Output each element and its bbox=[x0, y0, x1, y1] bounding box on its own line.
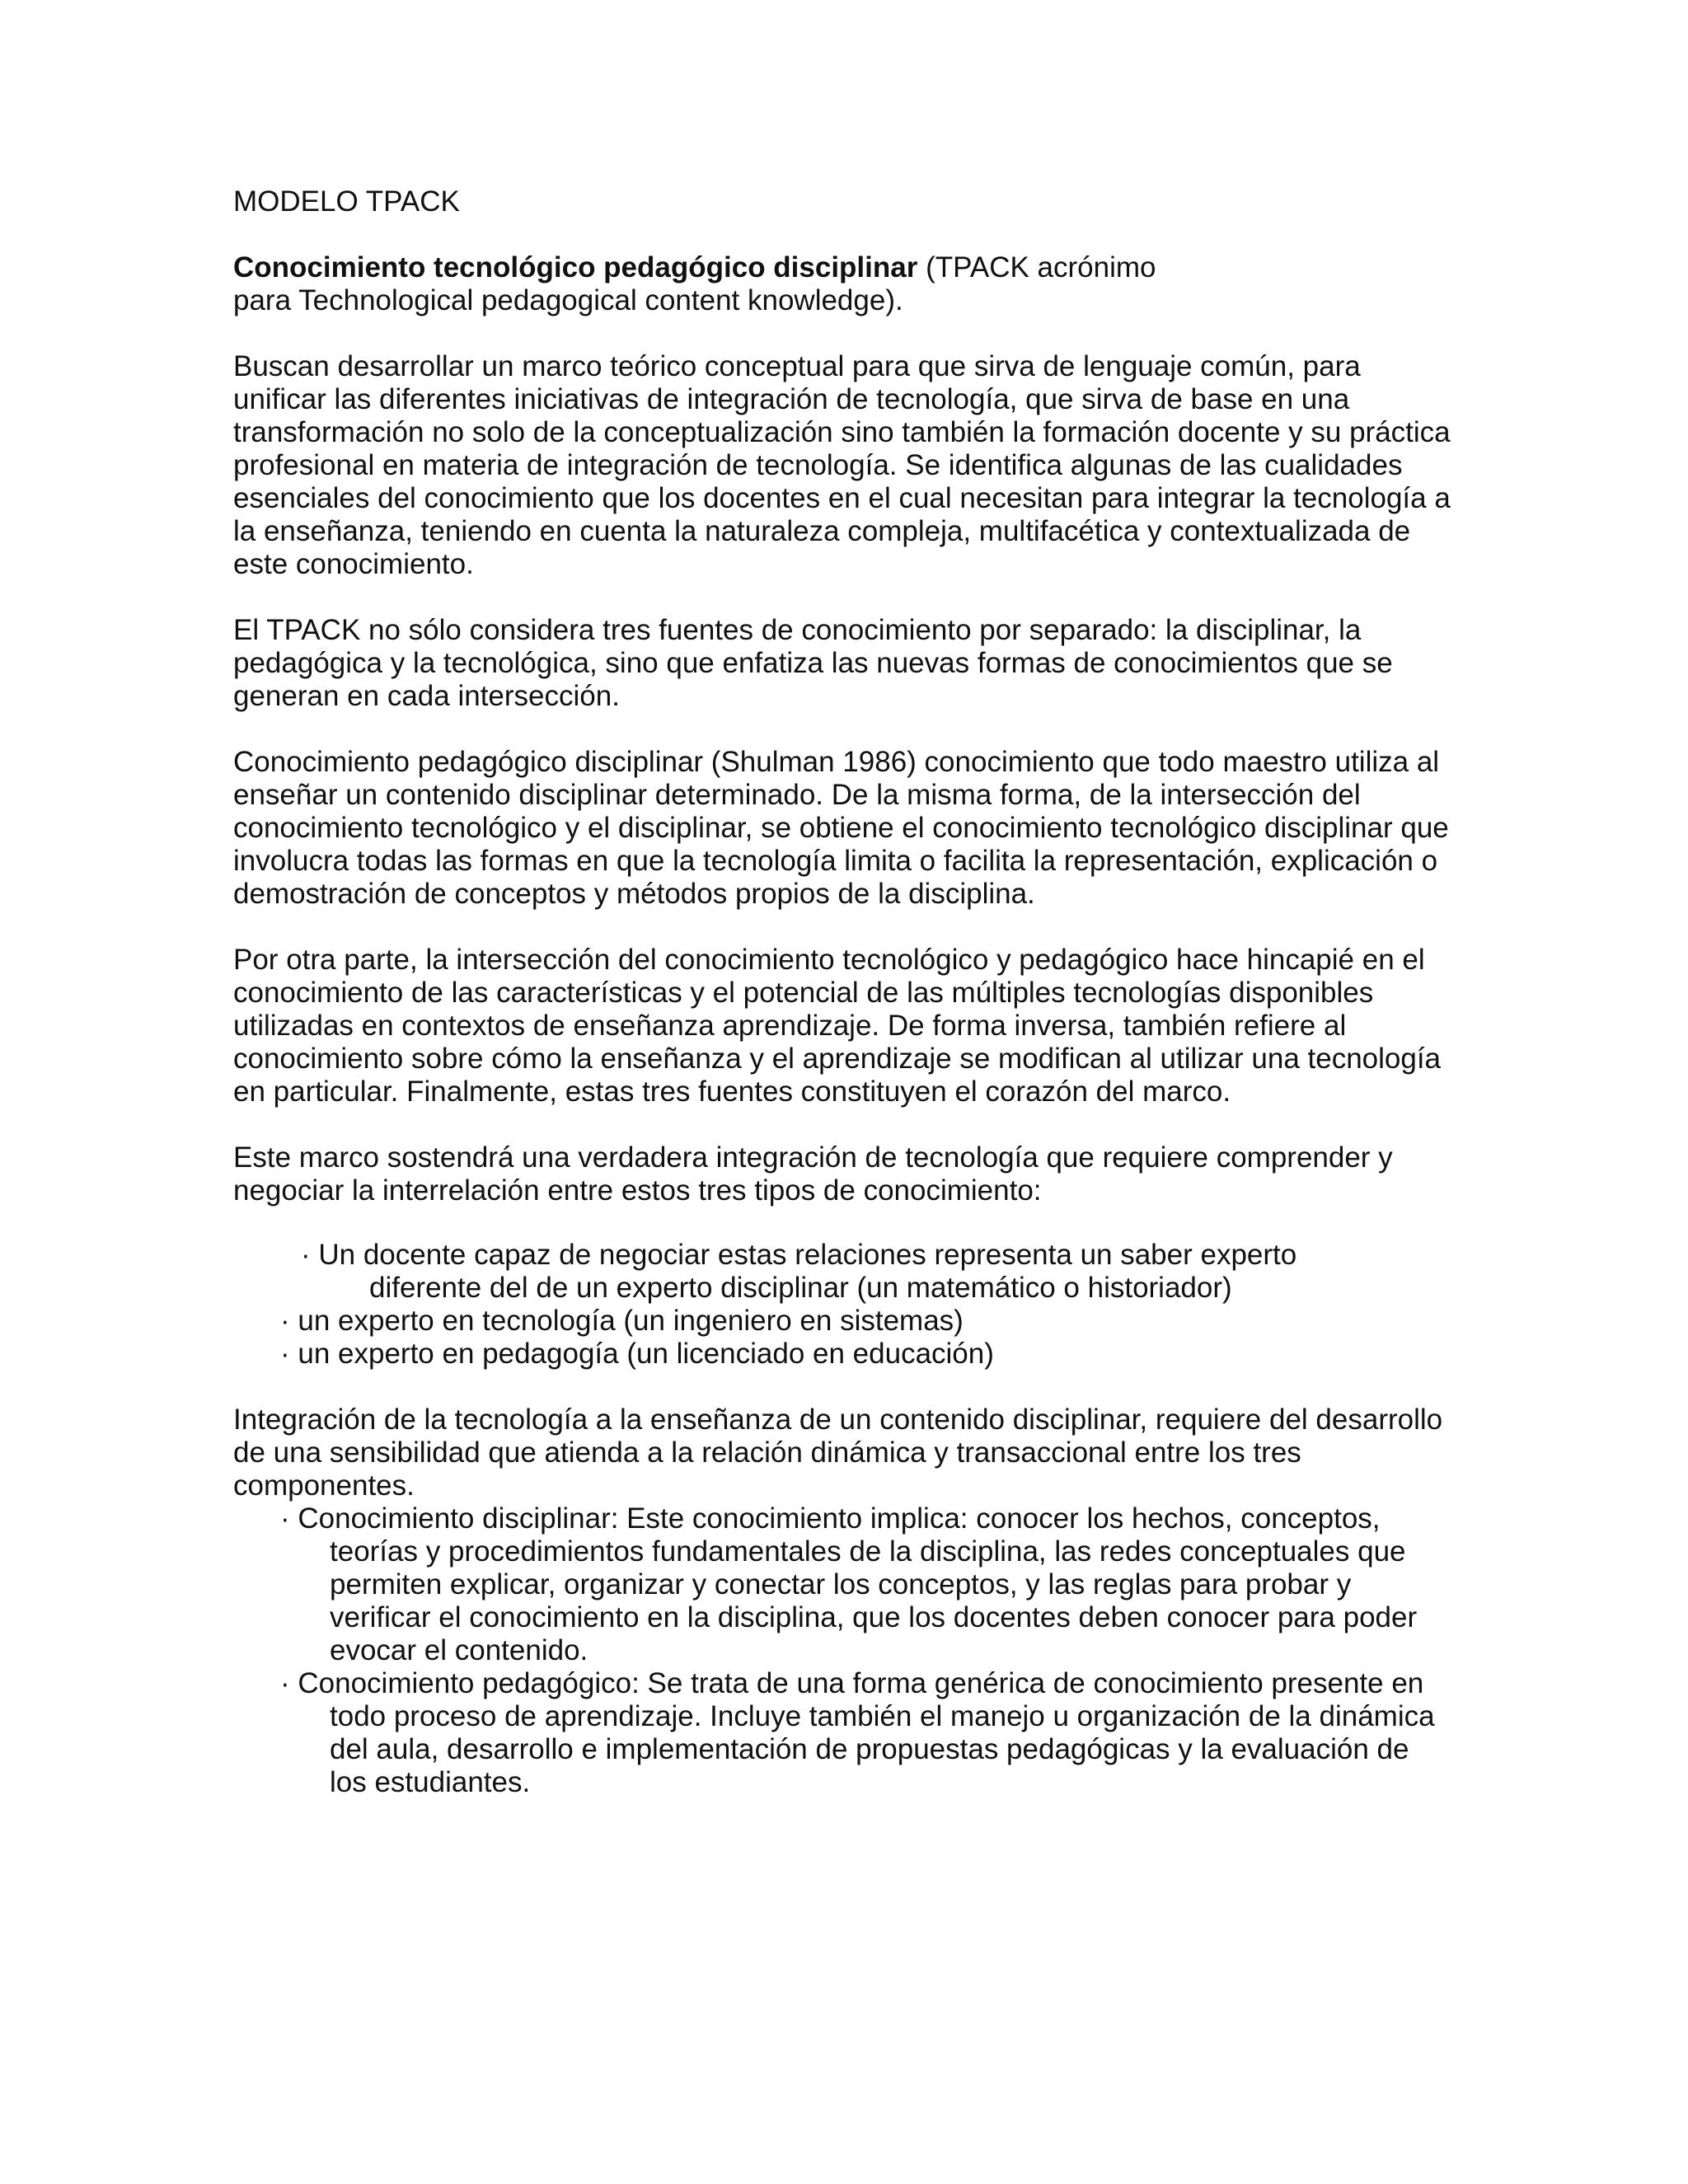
definition-rest: (TPACK acrónimo bbox=[917, 251, 1156, 284]
expert-item-teacher bbox=[233, 1239, 1453, 1305]
integration-intro: Integración de la tecnología a la enseñanza de un contenido disciplinar, requiere del desarrollo de una sensibilidad que atienda a la relación dinámica y transaccional entre los tres componentes. bbox=[233, 1404, 1443, 1502]
definition-line2: para Technological pedagogical content knowledge). bbox=[233, 284, 903, 316]
definition-paragraph bbox=[233, 251, 1453, 317]
paragraph-purpose: Buscan desarrollar un marco teórico conceptual para que sirva de lenguaje común, para unificar las diferentes iniciativas de integración de tecnología, que sirva de base en una transformación no solo de la conceptualización sino también la formación docente y su práctica profesional en materia de integración de tecnología. Se identifica algunas de las cualidades esenciales del conocimiento que los docentes en el cual necesitan para integrar la tecnología a la enseñanza, teniendo en cuenta la naturaleza compleja, multifacética y contextualizada de este conocimiento. bbox=[233, 350, 1451, 580]
paragraph-sources: El TPACK no sólo considera tres fuentes de conocimiento por separado: la disciplinar, la pedagógica y la tecnológica, sino que enfatiza las nuevas formas de conocimientos que se generan en cada intersección. bbox=[233, 614, 1393, 712]
knowledge-item-pedagogico: · Conocimiento pedagógico: Se trata de una forma genérica de conocimiento presente en todo proceso de aprendizaje. Incluye también el manejo u organización de la dinámica del aula, desarrollo e implementación de propuestas pedagógicas y la evaluación de los estudiantes. bbox=[280, 1667, 1435, 1798]
knowledge-list bbox=[233, 1502, 1453, 1799]
paragraph-framework: Este marco sostendrá una verdadera integración de tecnología que requiere comprender y negociar la interrelación entre estos tres tipos de conocimiento: bbox=[233, 1141, 1393, 1207]
knowledge-item-disciplinar: · Conocimiento disciplinar: Este conocimiento implica: conocer los hechos, conceptos, teorías y procedimientos fundamentales de la disciplina, las redes conceptuales que permiten explicar, organizar y conectar los conceptos, y las reglas para probar y verificar el conocimiento en la disciplina, que los docentes deben conocer para poder evocar el contenido. bbox=[280, 1502, 1418, 1666]
document-title: MODELO TPACK bbox=[233, 185, 460, 218]
document-body bbox=[233, 185, 1453, 1799]
expert-item-teacher-line1: · Un docente capaz de negociar estas relaciones representa un saber experto bbox=[301, 1239, 1297, 1271]
paragraph-pck: Conocimiento pedagógico disciplinar (Shulman 1986) conocimiento que todo maestro utiliza al enseñar un contenido disciplinar determinado. De la misma forma, de la intersección del conocimiento tecnológico y el disciplinar, se obtiene el conocimiento tecnológico disciplinar que involucra todas las formas en que la tecnología limita o facilita la representación, explicación o demostración de conceptos y métodos propios de la disciplina. bbox=[233, 746, 1449, 910]
expert-item-pedagogy: · un experto en pedagogía (un licenciado en educación) bbox=[280, 1338, 994, 1370]
paragraph-tpk: Por otra parte, la intersección del conocimiento tecnológico y pedagógico hace hincapié en el conocimiento de las características y el potencial de las múltiples tecnologías disponibles utilizadas en contextos de enseñanza aprendizaje. De forma inversa, también refiere al conocimiento sobre cómo la enseñanza y el aprendizaje se modifican al utilizar una tecnología en particular. Finalmente, estas tres fuentes constituyen el corazón del marco. bbox=[233, 944, 1442, 1108]
expert-list bbox=[233, 1239, 1453, 1371]
definition-term: Conocimiento tecnológico pedagógico disciplinar bbox=[233, 251, 918, 284]
expert-item-teacher-line2: diferente del de un experto disciplinar (un matemático o historiador) bbox=[369, 1272, 1232, 1304]
expert-item-technology: · un experto en tecnología (un ingeniero en sistemas) bbox=[280, 1305, 964, 1337]
